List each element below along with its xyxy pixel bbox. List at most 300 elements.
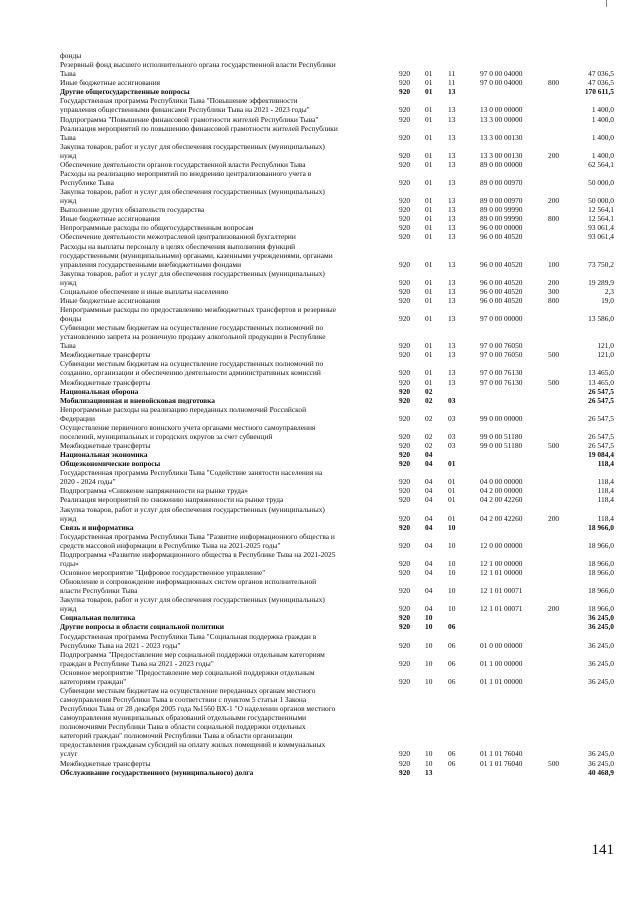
table-row — [0, 704, 638, 713]
row-pr: 13 — [448, 377, 456, 387]
table-row — [0, 242, 638, 251]
table-row — [0, 495, 638, 504]
row-amount: 1 400,0 — [591, 150, 614, 160]
row-csr: 13 3 00 00130 — [480, 150, 523, 160]
row-amount: 12 564,1 — [588, 214, 614, 224]
row-rz: 10 — [425, 758, 433, 768]
row-gr: 920 — [399, 178, 411, 187]
row-gr: 920 — [399, 450, 411, 460]
row-gr: 920 — [399, 558, 411, 568]
row-gr: 920 — [399, 477, 411, 487]
row-vr: 200 — [548, 277, 560, 287]
table-row — [0, 641, 638, 650]
row-rz: 13 — [425, 767, 433, 777]
row-csr: 89 0 00 99990 — [480, 214, 523, 224]
row-pr: 10 — [448, 540, 456, 550]
row-amount: 118,4 — [597, 477, 614, 487]
row-vr: 500 — [548, 350, 560, 360]
row-pr: 03 — [448, 395, 456, 405]
row-pr: 10 — [448, 568, 456, 577]
table-row — [0, 396, 638, 405]
row-gr: 920 — [399, 613, 411, 623]
row-gr: 920 — [399, 232, 411, 242]
row-gr: 920 — [399, 69, 411, 79]
row-name: средств массовой информации в Республике Тыва на 2021-2025 годы" — [60, 540, 281, 550]
table-row — [0, 514, 638, 523]
row-name: Иные бюджетные ассигнования — [60, 214, 161, 224]
table-row — [0, 223, 638, 232]
row-rz: 04 — [425, 459, 433, 469]
row-gr: 920 — [399, 441, 411, 450]
row-name: фонды — [60, 314, 82, 323]
table-row — [0, 441, 638, 450]
row-gr: 920 — [399, 640, 411, 650]
row-rz: 01 — [425, 78, 433, 88]
row-gr: 920 — [399, 105, 411, 115]
row-csr: 96 0 00 40520 — [480, 295, 523, 305]
row-pr: 06 — [448, 622, 456, 632]
row-amount: 19 289,9 — [588, 277, 614, 287]
table-row — [0, 378, 638, 387]
row-amount: 12 564,1 — [588, 205, 614, 215]
table-row — [0, 115, 638, 124]
row-pr: 01 — [448, 495, 456, 505]
row-vr: 500 — [548, 377, 560, 387]
row-amount: 36 245,0 — [588, 676, 614, 686]
row-csr: 96 0 00 00000 — [480, 223, 523, 233]
table-row — [0, 214, 638, 223]
row-pr: 13 — [448, 368, 456, 378]
row-amount: 36 245,0 — [588, 613, 614, 623]
scan-edge-mark — [606, 0, 607, 7]
row-amount: 18 966,0 — [588, 568, 614, 577]
row-pr: 03 — [448, 441, 456, 450]
row-rz: 04 — [425, 477, 433, 487]
row-rz: 01 — [425, 277, 433, 287]
row-rz: 02 — [425, 413, 433, 423]
row-amount: 18 966,0 — [588, 540, 614, 550]
row-amount: 47 036,5 — [588, 69, 614, 79]
row-name: Обновление и сопровождение информационных систем органов исполнительной — [60, 577, 317, 587]
row-rz: 01 — [425, 159, 433, 169]
row-name: Реализация мероприятий по снижению напряженности на рынке труда — [60, 495, 284, 505]
row-csr: 12 1 00 00000 — [480, 558, 523, 568]
row-name: категориям граждан" — [60, 676, 127, 686]
table-row — [0, 541, 638, 550]
row-amount: 170 611,5 — [584, 87, 614, 97]
row-gr: 920 — [399, 758, 411, 768]
row-pr: 13 — [448, 341, 456, 351]
row-name: Расходы на выплаты персоналу в целях обеспечения выполнения функций — [60, 241, 296, 251]
row-rz: 01 — [425, 69, 433, 79]
row-amount: 93 061,4 — [588, 223, 614, 233]
row-amount: 118,4 — [597, 486, 614, 496]
row-gr: 920 — [399, 350, 411, 360]
row-vr: 200 — [548, 150, 560, 160]
row-pr: 01 — [448, 477, 456, 487]
row-amount: 36 245,0 — [588, 758, 614, 768]
row-amount: 36 245,0 — [588, 749, 614, 759]
row-gr: 920 — [399, 586, 411, 596]
row-pr: 13 — [448, 277, 456, 287]
row-name: Социальное обеспечение и иные выплаты населению — [60, 286, 229, 296]
row-rz: 04 — [425, 522, 433, 532]
row-rz: 04 — [425, 513, 433, 523]
row-csr: 99 0 00 51180 — [480, 431, 523, 441]
row-name: Федерации — [60, 413, 95, 423]
row-amount: 1 400,0 — [591, 114, 614, 124]
row-pr: 13 — [448, 295, 456, 305]
table-row — [0, 713, 638, 722]
row-gr: 920 — [399, 604, 411, 614]
row-pr: 01 — [448, 459, 456, 469]
row-name: полномочиями Республики Тыва в области социальной поддержки отдельных — [60, 722, 306, 732]
table-row — [0, 151, 638, 160]
row-name: управления государственными внебюджетными фондами — [60, 259, 242, 269]
table-row — [0, 260, 638, 269]
row-name: Иные бюджетные ассигнования — [60, 295, 161, 305]
row-name: Основное мероприятие "Предоставление мер социальной поддержки отдельным — [60, 667, 315, 677]
table-row — [0, 550, 638, 559]
table-row — [0, 196, 638, 205]
row-rz: 10 — [425, 658, 433, 668]
row-name: Закупка товаров, работ и услуг для обеспечения государственных (муниципальных) — [60, 504, 325, 514]
row-pr: 13 — [448, 178, 456, 187]
row-pr: 13 — [448, 214, 456, 224]
row-amount: 26 547,5 — [588, 431, 614, 441]
row-csr: 96 0 00 40520 — [480, 259, 523, 269]
row-csr: 12 1 01 00000 — [480, 568, 523, 577]
row-gr: 920 — [399, 159, 411, 169]
row-amount: 26 547,5 — [588, 441, 614, 450]
row-vr: 300 — [548, 286, 560, 296]
row-name: Государственная программа Республики Тыва "Социальная поддержка граждан в — [60, 631, 317, 641]
row-amount: 1 400,0 — [591, 105, 614, 115]
row-gr: 920 — [399, 459, 411, 469]
row-gr: 920 — [399, 341, 411, 351]
row-csr: 04 0 00 00000 — [480, 477, 523, 487]
row-name: Социальная политика — [60, 613, 136, 623]
table-row — [0, 332, 638, 341]
row-name: Закупка товаров, работ и услуг для обеспечения государственных (муниципальных) — [60, 187, 325, 197]
row-csr: 12 1 01 00071 — [480, 604, 523, 614]
table-row — [0, 432, 638, 441]
row-name: нужд — [60, 150, 77, 160]
table-row — [0, 768, 638, 777]
table-row — [0, 296, 638, 305]
row-pr: 10 — [448, 522, 456, 532]
row-amount: 26 547,5 — [588, 386, 614, 396]
row-rz: 01 — [425, 341, 433, 351]
row-amount: 118,4 — [597, 495, 614, 505]
row-name: Субвенции местным бюджетам на осуществление государственных полномочий по — [60, 323, 324, 333]
table-row — [0, 323, 638, 332]
table-row — [0, 523, 638, 532]
row-name: Осуществление первичного воинского учета органами местного самоуправления — [60, 422, 316, 432]
row-gr: 920 — [399, 150, 411, 160]
row-csr: 13 0 00 00000 — [480, 105, 523, 115]
row-amount: 1 400,0 — [591, 132, 614, 142]
row-name: Субвенции местным бюджетам на осуществление переданных органам местного — [60, 685, 316, 695]
row-amount: 19 084,4 — [588, 450, 614, 460]
row-name: Межбюджетные трансферты — [60, 441, 151, 450]
row-rz: 04 — [425, 450, 433, 460]
row-rz: 04 — [425, 540, 433, 550]
row-name: граждан в Республике Тыва на 2021 - 2023 годы" — [60, 658, 214, 668]
row-name: Расходы на реализацию мероприятий по внедрению централизованного учета в — [60, 168, 312, 178]
row-csr: 01 1 01 00000 — [480, 676, 523, 686]
row-amount: 13 465,0 — [588, 377, 614, 387]
row-gr: 920 — [399, 522, 411, 532]
table-row — [0, 650, 638, 659]
row-gr: 920 — [399, 314, 411, 323]
row-name: Тыва — [60, 132, 76, 142]
row-amount: 36 245,0 — [588, 658, 614, 668]
row-name: услуг — [60, 749, 78, 759]
row-rz: 04 — [425, 495, 433, 505]
table-row — [0, 341, 638, 350]
row-csr: 89 0 00 00970 — [480, 178, 523, 187]
row-csr: 97 0 00 76130 — [480, 368, 523, 378]
row-name: Тыва — [60, 69, 76, 79]
table-row — [0, 133, 638, 142]
table-row — [0, 613, 638, 622]
row-rz: 01 — [425, 314, 433, 323]
row-name: Межбюджетные трансферты — [60, 350, 151, 360]
table-row — [0, 51, 638, 60]
row-csr: 12 1 01 00071 — [480, 586, 523, 596]
row-name: Непрограммные расходы по общегосударственным вопросам — [60, 223, 254, 233]
table-row — [0, 668, 638, 677]
row-vr: 200 — [548, 196, 560, 206]
row-pr: 13 — [448, 259, 456, 269]
row-rz: 10 — [425, 749, 433, 759]
row-rz: 01 — [425, 178, 433, 187]
row-pr: 06 — [448, 758, 456, 768]
row-csr: 96 0 00 40520 — [480, 286, 523, 296]
row-vr: 100 — [548, 259, 560, 269]
row-name: Другие вопросы в области социальной политики — [60, 622, 225, 632]
row-name: Закупка товаров, работ и услуг для обеспечения государственных (муниципальных) — [60, 141, 325, 151]
row-pr: 13 — [448, 105, 456, 115]
row-pr: 06 — [448, 749, 456, 759]
table-row — [0, 314, 638, 323]
row-name: Выполнение других обязательств государства — [60, 205, 205, 215]
row-pr: 06 — [448, 640, 456, 650]
row-name: созданию, организации и обеспечению деятельности административных комиссий — [60, 368, 321, 378]
table-row — [0, 287, 638, 296]
row-gr: 920 — [399, 386, 411, 396]
row-gr: 920 — [399, 568, 411, 577]
row-name: власти Республики Тыва — [60, 586, 138, 596]
row-vr: 800 — [548, 78, 560, 88]
row-csr: 01 1 01 76040 — [480, 749, 523, 759]
row-csr: 99 0 00 00000 — [480, 413, 523, 423]
table-row — [0, 251, 638, 260]
row-pr: 11 — [448, 78, 456, 88]
row-csr: 97 0 00 76050 — [480, 341, 523, 351]
table-row — [0, 105, 638, 114]
row-pr: 06 — [448, 658, 456, 668]
row-gr: 920 — [399, 368, 411, 378]
row-name: Тыва — [60, 341, 76, 351]
row-name: Межбюджетные трансферты — [60, 377, 151, 387]
row-name: Подпрограмма «Развитие информационного общества в Республике Тыва на 2021-2025 — [60, 549, 336, 559]
table-row — [0, 459, 638, 468]
row-amount: 93 061,4 — [588, 232, 614, 242]
row-name: Республике Тыва — [60, 178, 114, 187]
row-rz: 01 — [425, 368, 433, 378]
table-row — [0, 622, 638, 631]
row-pr: 06 — [448, 676, 456, 686]
row-name: Мобилизационная и вневойсковая подготовка — [60, 395, 216, 405]
row-gr: 920 — [399, 431, 411, 441]
row-gr: 920 — [399, 295, 411, 305]
row-rz: 10 — [425, 640, 433, 650]
row-name: Непрограммные расходы на реализацию переданных полномочий Российской — [60, 404, 307, 414]
row-pr: 13 — [448, 87, 456, 97]
row-csr: 89 0 00 00000 — [480, 159, 523, 169]
table-row — [0, 686, 638, 695]
row-amount: 50 000,0 — [588, 196, 614, 206]
row-rz: 04 — [425, 486, 433, 496]
row-amount: 2,3 — [604, 286, 614, 296]
row-name: Иные бюджетные ассигнования — [60, 78, 161, 88]
row-amount: 18 966,0 — [588, 558, 614, 568]
row-amount: 13 465,0 — [588, 368, 614, 378]
row-amount: 40 468,9 — [588, 767, 614, 777]
table-row — [0, 695, 638, 704]
table-row — [0, 532, 638, 541]
row-name: фонды — [60, 51, 82, 60]
row-csr: 01 1 00 00000 — [480, 658, 523, 668]
row-name: самоуправления муниципальных образований отдельными государственными — [60, 713, 307, 723]
row-name: Подпрограмма "Повышение финансовой грамотности жителей Республики Тыва" — [60, 114, 319, 124]
row-name: Обслуживание государственного (муниципального) долга — [60, 767, 254, 777]
row-rz: 04 — [425, 568, 433, 577]
table-row — [0, 96, 638, 105]
table-row — [0, 632, 638, 641]
table-row — [0, 368, 638, 377]
row-name: Непрограммные расходы по предоставлению межбюджетных трансфертов и резервные — [60, 305, 337, 314]
row-pr: 10 — [448, 604, 456, 614]
row-name: Резервный фонд высшего исполнительного органа государственной власти Республики — [60, 60, 336, 70]
row-name: Обеспечение деятельности органов государственной власти Республики Тыва — [60, 159, 306, 169]
row-pr: 03 — [448, 413, 456, 423]
row-pr: 13 — [448, 196, 456, 206]
row-pr: 13 — [448, 223, 456, 233]
row-rz: 04 — [425, 586, 433, 596]
table-row — [0, 659, 638, 668]
row-pr: 01 — [448, 513, 456, 523]
row-name: установлению запрета на розничную продажу алкогольной продукции в Республике — [60, 332, 326, 342]
row-csr: 04 2 00 42260 — [480, 513, 523, 523]
row-pr: 13 — [448, 350, 456, 360]
table-row — [0, 269, 638, 278]
row-csr: 89 0 00 99990 — [480, 205, 523, 215]
row-pr: 03 — [448, 431, 456, 441]
row-name: Связь и информатика — [60, 522, 134, 532]
row-gr: 920 — [399, 377, 411, 387]
row-name: Реализация мероприятий по повышению финансовой грамотности жителей Республики — [60, 123, 338, 133]
row-amount: 118,4 — [597, 513, 614, 523]
row-pr: 13 — [448, 232, 456, 242]
row-amount: 18 966,0 — [588, 586, 614, 596]
row-vr: 500 — [548, 758, 560, 768]
row-gr: 920 — [399, 196, 411, 206]
row-pr: 13 — [448, 159, 456, 169]
row-gr: 920 — [399, 223, 411, 233]
row-gr: 920 — [399, 205, 411, 215]
row-name: Республики Тыва от 28 декабря 2005 года №1560 ВХ-1 "О наделении органов местного — [60, 704, 336, 713]
row-vr: 800 — [548, 295, 560, 305]
row-gr: 920 — [399, 767, 411, 777]
row-rz: 01 — [425, 150, 433, 160]
table-row — [0, 731, 638, 740]
table-row — [0, 477, 638, 486]
row-amount: 121,0 — [597, 341, 614, 351]
row-amount: 26 547,5 — [588, 413, 614, 423]
row-amount: 13 586,0 — [588, 314, 614, 323]
row-gr: 920 — [399, 513, 411, 523]
row-rz: 01 — [425, 232, 433, 242]
row-gr: 920 — [399, 259, 411, 269]
row-pr: 01 — [448, 486, 456, 496]
row-csr: 04 2 00 00000 — [480, 486, 523, 496]
table-row — [0, 359, 638, 368]
row-gr: 920 — [399, 622, 411, 632]
row-rz: 10 — [425, 676, 433, 686]
row-name: Межбюджетные трансферты — [60, 758, 151, 768]
table-row — [0, 60, 638, 69]
row-name: Закупка товаров, работ и услуг для обеспечения государственных (муниципальных) — [60, 268, 325, 278]
row-csr: 13 3 00 00000 — [480, 114, 523, 124]
row-gr: 920 — [399, 749, 411, 759]
row-amount: 50 000,0 — [588, 178, 614, 187]
row-name: Другие общегосударственные вопросы — [60, 87, 190, 97]
row-rz: 01 — [425, 259, 433, 269]
row-rz: 01 — [425, 114, 433, 124]
row-rz: 01 — [425, 132, 433, 142]
row-pr: 13 — [448, 150, 456, 160]
table-row — [0, 559, 638, 568]
row-rz: 02 — [425, 431, 433, 441]
table-row — [0, 595, 638, 604]
table-row — [0, 387, 638, 396]
table-row — [0, 468, 638, 477]
row-amount: 36 245,0 — [588, 622, 614, 632]
row-rz: 01 — [425, 286, 433, 296]
row-name: поселений, муниципальных и городских округов за счет субвенций — [60, 431, 273, 441]
row-amount: 26 547,5 — [588, 395, 614, 405]
row-rz: 01 — [425, 350, 433, 360]
row-rz: 10 — [425, 622, 433, 632]
row-name: Государственная программа Республики Тыва "Содействие занятости населения на — [60, 468, 323, 478]
row-pr: 10 — [448, 586, 456, 596]
row-name: самоуправления Республики Тыва в соответствии с пунктом 5 статьи 1 Закона — [60, 695, 307, 704]
row-rz: 01 — [425, 295, 433, 305]
table-row — [0, 486, 638, 495]
row-amount: 18 966,0 — [588, 604, 614, 614]
table-row — [0, 78, 638, 87]
row-amount: 62 564,1 — [588, 159, 614, 169]
table-row — [0, 232, 638, 241]
row-rz: 01 — [425, 196, 433, 206]
row-name: предоставления гражданам субсидий на оплату жилых помещений и коммунальных — [60, 740, 326, 750]
row-amount: 121,0 — [597, 350, 614, 360]
row-pr: 11 — [448, 69, 456, 79]
table-row — [0, 749, 638, 758]
